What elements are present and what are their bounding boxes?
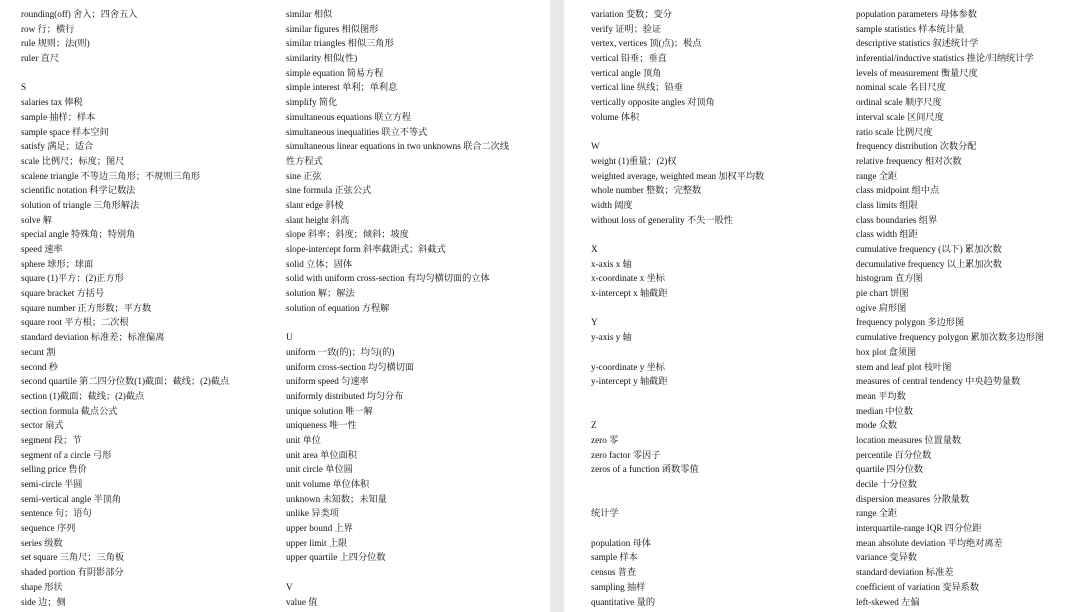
glossary-line: sample statistics 样本统计量 — [856, 23, 965, 34]
glossary-line: class limits 组限 — [856, 199, 918, 210]
glossary-line: uniform cross-section 均匀横切面 — [286, 361, 415, 372]
glossary-line: slant edge 斜棱 — [286, 199, 344, 210]
glossary-line: inferential/inductive statistics 推论/归纳统计学 — [856, 53, 1034, 64]
glossary-line: uniform speed 匀速率 — [286, 376, 369, 387]
glossary-line: scientific notation 科学记数法 — [21, 185, 136, 196]
glossary-line: similar figures 相似图形 — [286, 23, 379, 34]
glossary-line: vertical angle 顶角 — [591, 67, 662, 78]
glossary-line: solution of equation 方程解 — [286, 302, 390, 313]
glossary-line: unit area 单位面积 — [286, 449, 357, 460]
glossary-line: cumulative frequency (以下) 累加次数 — [856, 244, 1002, 254]
glossary-line: vertical line 纵线；铅垂 — [591, 82, 683, 93]
glossary-line: semi-vertical angle 半顶角 — [21, 493, 122, 504]
glossary-line: U — [286, 332, 293, 343]
glossary-line: verify 证明；验证 — [591, 23, 662, 34]
glossary-line: series 级数 — [21, 537, 63, 548]
glossary-line: population parameters 母体参数 — [856, 9, 977, 19]
glossary-line: quartile 四分位数 — [856, 464, 924, 475]
glossary-line: vertex, vertices 顶(点)；极点 — [591, 38, 702, 49]
glossary-line: standard deviation 标准差 — [856, 567, 954, 578]
glossary-line: second quartile 第二四分位数(1)截面；截线；(2)截点 — [21, 376, 230, 387]
glossary-line: uniform 一致(的)；均匀(的) — [286, 346, 395, 357]
glossary-line: rule 规则；法(则) — [21, 38, 90, 49]
glossary-line: levels of measurement 衡量尺度 — [856, 67, 978, 78]
glossary-line: without loss of generality 不失一般性 — [591, 214, 733, 225]
glossary-line: solid 立体；固体 — [286, 258, 353, 269]
glossary-line: square (1)平方；(2)正方形 — [21, 273, 124, 284]
glossary-line: nominal scale 名目尺度 — [856, 82, 946, 93]
glossary-line: solve 解 — [21, 214, 52, 225]
glossary-line: similarity 相似(性) — [286, 53, 358, 64]
glossary-line: section (1)截面；截线；(2)截点 — [21, 390, 145, 401]
glossary-line: row 行；横行 — [21, 23, 75, 34]
glossary-line: secant 割 — [21, 346, 56, 357]
glossary-line: unlike 异类项 — [286, 508, 339, 519]
glossary-line — [591, 521, 853, 536]
glossary-line: second 秒 — [21, 361, 58, 372]
glossary-line: frequency distribution 次数分配 — [856, 141, 977, 152]
glossary-line: decile 十分位数 — [856, 479, 917, 489]
glossary-line: census 普查 — [591, 567, 637, 578]
glossary-line: y-coordinate y 坐标 — [591, 361, 665, 372]
glossary-line: upper quartile 上四分位数 — [286, 552, 386, 563]
glossary-column-2 — [286, 7, 548, 609]
glossary-line — [591, 227, 853, 242]
glossary-line: weighted average, weighted mean 加权平均数 — [591, 170, 765, 181]
glossary-line: whole number 整数；完整数 — [591, 185, 702, 196]
glossary-line: ratio scale 比例尺度 — [856, 126, 933, 137]
glossary-line: similar triangles 相似三角形 — [286, 38, 394, 49]
glossary-line: vertically opposite angles 对顶角 — [591, 97, 715, 108]
glossary-line: simultaneous equations 联立方程 — [286, 111, 412, 122]
glossary-line: percentile 百分位数 — [856, 449, 932, 460]
glossary-line: sentence 句；语句 — [21, 508, 92, 519]
glossary-line: box plot 盒须图 — [856, 346, 917, 357]
glossary-line: S — [21, 82, 27, 93]
glossary-line: slant height 斜高 — [286, 214, 350, 225]
glossary-line: upper bound 上界 — [286, 523, 353, 534]
glossary-line: weight (1)重量；(2)权 — [591, 155, 677, 166]
glossary-line: vertical 铅垂；垂直 — [591, 53, 667, 64]
glossary-line — [591, 389, 853, 404]
glossary-line: slope 斜率；斜度；倾斜；坡度 — [286, 229, 409, 240]
glossary-line: unknown 未知数；未知量 — [286, 493, 387, 504]
glossary-line: set square 三角尺；三角板 — [21, 552, 125, 563]
glossary-line: mean 平均数 — [856, 390, 906, 401]
glossary-line: solution of triangle 三角形解法 — [21, 199, 140, 210]
glossary-line: Z — [591, 420, 597, 431]
glossary-line: simplify 简化 — [286, 97, 338, 108]
glossary-line — [591, 404, 853, 419]
glossary-line: uniformly distributed 均匀分布 — [286, 390, 404, 401]
glossary-line: Y — [591, 317, 598, 328]
glossary-column-1 — [21, 7, 279, 609]
glossary-line: sample 样本 — [591, 552, 638, 563]
glossary-line: solid with uniform cross-section 有均匀横切面的立体 — [286, 273, 490, 284]
glossary-line — [286, 315, 548, 330]
glossary-line: slope-intercept form 斜率截距式；斜截式 — [286, 244, 446, 254]
glossary-line: 统计学 — [591, 508, 619, 519]
glossary-line: zero factor 零因子 — [591, 449, 661, 460]
glossary-line: side 边；侧 — [21, 596, 66, 607]
glossary-line: shaded portion 有阴影部分 — [21, 567, 124, 578]
glossary-line: solution 解；解法 — [286, 288, 355, 299]
glossary-line: selling price 售价 — [21, 464, 87, 475]
glossary-line: upper limit 上限 — [286, 537, 348, 548]
glossary-line: width 阔度 — [591, 199, 633, 210]
glossary-line: frequency polygon 多边形图 — [856, 317, 965, 328]
glossary-line: 性方程式 — [286, 155, 323, 166]
glossary-column-3 — [591, 7, 853, 609]
glossary-line: left-skewed 左偏 — [856, 596, 920, 607]
glossary-line: salaries tax 俸税 — [21, 97, 83, 108]
glossary-line: measures of central tendency 中央趋势量数 — [856, 376, 1021, 387]
glossary-line: simple interest 单利；单利息 — [286, 82, 398, 93]
glossary-line: standard deviation 标准差；标准偏离 — [21, 332, 165, 343]
glossary-line: x-coordinate x 坐标 — [591, 273, 665, 284]
glossary-line: class width 组距 — [856, 229, 918, 240]
glossary-line: coefficient of variation 变异系数 — [856, 581, 980, 592]
glossary-line: class boundaries 组界 — [856, 214, 938, 225]
glossary-line: value 值 — [286, 596, 318, 607]
glossary-line: sine formula 正弦公式 — [286, 185, 372, 196]
glossary-line: unit volume 单位体积 — [286, 479, 370, 489]
glossary-line: square bracket 方括号 — [21, 288, 105, 299]
glossary-line: class midpoint 组中点 — [856, 185, 940, 196]
glossary-line: pie chart 饼图 — [856, 288, 909, 299]
glossary-line: X — [591, 244, 598, 254]
glossary-line: unit 单位 — [286, 434, 321, 445]
glossary-line: ordinal scale 顺序尺度 — [856, 97, 942, 108]
glossary-line: x-intercept x 轴截距 — [591, 288, 668, 299]
glossary-line: simultaneous inequalities 联立不等式 — [286, 126, 428, 137]
glossary-line: variation 变数；变分 — [591, 9, 672, 19]
glossary-line: decumulative frequency 以上累加次数 — [856, 258, 1002, 269]
glossary-line: speed 速率 — [21, 244, 63, 254]
glossary-line: y-intercept y 轴截距 — [591, 376, 668, 387]
glossary-line — [591, 301, 853, 316]
glossary-line: sampling 抽样 — [591, 581, 646, 592]
glossary-line: W — [591, 141, 600, 152]
glossary-line: dispersion measures 分散量数 — [856, 493, 970, 504]
glossary-line — [591, 125, 853, 140]
glossary-line: variance 变异数 — [856, 552, 917, 563]
glossary-line: location measures 位置量数 — [856, 434, 962, 445]
glossary-line: cumulative frequency polygon 累加次数多边形图 — [856, 332, 1045, 343]
glossary-line — [286, 565, 548, 580]
glossary-line: relative frequency 相对次数 — [856, 155, 962, 166]
glossary-line: simultaneous linear equations in two unknowns 联合二次线 — [286, 141, 510, 152]
glossary-line: quantitative 量的 — [591, 596, 656, 607]
glossary-column-4 — [856, 7, 1078, 609]
glossary-line: zero 零 — [591, 434, 619, 445]
glossary-line — [591, 492, 853, 507]
glossary-line — [591, 345, 853, 360]
glossary-line: similar 相似 — [286, 9, 333, 19]
glossary-line: scalene triangle 不等边三角形；不规则三角形 — [21, 170, 201, 181]
glossary-line: y-axis y 轴 — [591, 332, 632, 343]
glossary-line: uniqueness 唯一性 — [286, 420, 357, 431]
glossary-line: median 中位数 — [856, 405, 913, 416]
glossary-line: ruler 直尺 — [21, 53, 60, 64]
glossary-line — [591, 477, 853, 492]
glossary-line: sequence 序列 — [21, 523, 76, 534]
page-right — [564, 0, 1080, 612]
glossary-line: range 全距 — [856, 170, 898, 181]
glossary-line: sine 正弦 — [286, 170, 322, 181]
glossary-line: sample 抽样；样本 — [21, 111, 96, 122]
glossary-line: unit circle 单位圆 — [286, 464, 353, 475]
glossary-line: descriptive statistics 叙述统计学 — [856, 38, 979, 49]
glossary-line: stem and leaf plot 枝叶图 — [856, 361, 952, 372]
glossary-line: interquartile-range IQR 四分位距 — [856, 523, 982, 534]
glossary-line: volume 体积 — [591, 111, 640, 122]
glossary-line: square root 平方根；二次根 — [21, 317, 129, 328]
glossary-line: V — [286, 581, 293, 592]
glossary-line: mode 众数 — [856, 420, 898, 431]
glossary-line: histogram 直方图 — [856, 273, 923, 284]
glossary-line: mean absolute deviation 平均绝对离差 — [856, 537, 1003, 548]
glossary-line: simple equation 简易方程 — [286, 67, 384, 78]
glossary-line: semi-circle 半圆 — [21, 479, 83, 489]
glossary-line: population 母体 — [591, 537, 651, 548]
glossary-line: special angle 特殊角；特别角 — [21, 229, 136, 240]
glossary-line — [21, 66, 279, 81]
glossary-line: unique solution 唯一解 — [286, 405, 373, 416]
glossary-line: square number 正方形数；平方数 — [21, 302, 152, 313]
glossary-line: rounding(off) 舍入；四舍五入 — [21, 9, 138, 19]
glossary-line: sample space 样本空间 — [21, 126, 109, 137]
glossary-line: sector 扇式 — [21, 420, 64, 431]
glossary-line: segment of a circle 弓形 — [21, 449, 112, 460]
glossary-line: ogive 肩形图 — [856, 302, 907, 313]
glossary-line: section formula 截点公式 — [21, 405, 118, 416]
glossary-line: sphere 球形；球面 — [21, 258, 94, 269]
glossary-line: segment 段；节 — [21, 434, 82, 445]
glossary-line: interval scale 区间尺度 — [856, 111, 944, 122]
glossary-line: x-axis x 轴 — [591, 258, 632, 269]
glossary-line: zeros of a function 函数零值 — [591, 464, 699, 475]
glossary-line: shape 形状 — [21, 581, 63, 592]
glossary-line: range 全距 — [856, 508, 898, 519]
glossary-line: satisfy 满足；适合 — [21, 141, 94, 152]
glossary-line: scale 比例尺；标度；图尺 — [21, 155, 125, 166]
